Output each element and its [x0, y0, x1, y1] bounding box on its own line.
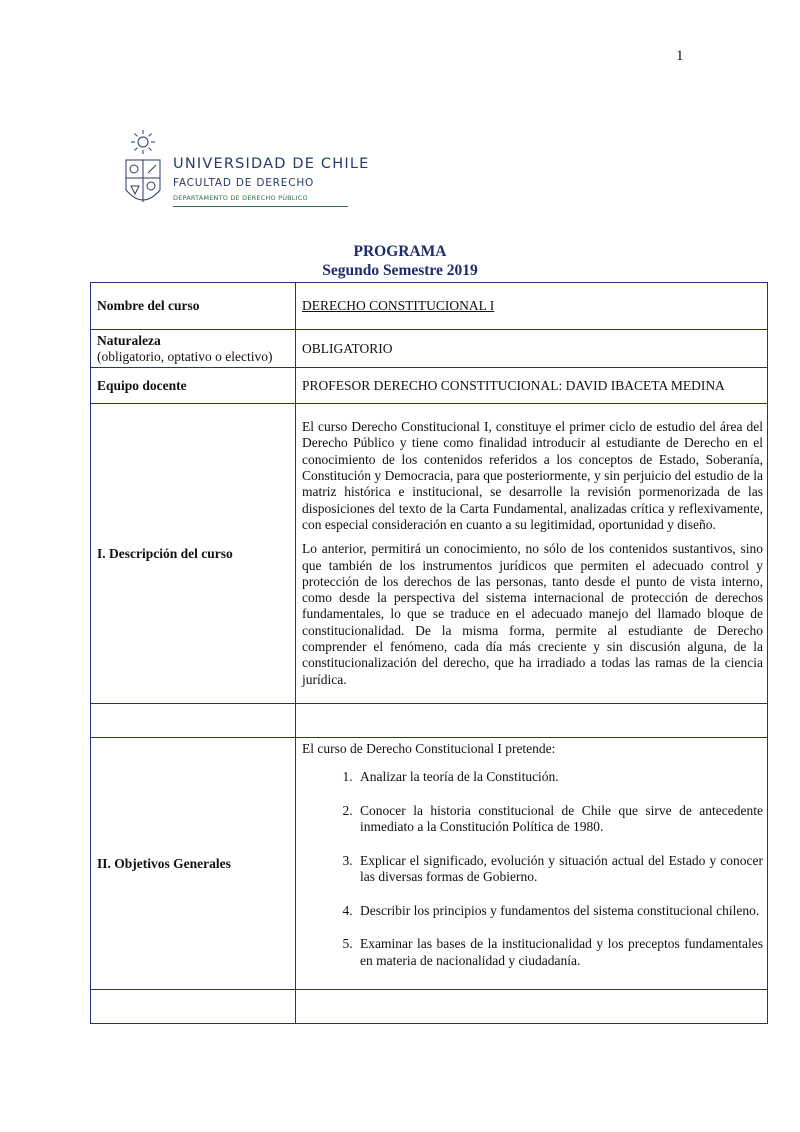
label-naturaleza-title: Naturaleza [97, 332, 161, 348]
empty-cell [296, 990, 768, 1024]
value-equipo: PROFESOR DERECHO CONSTITUCIONAL: DAVID IBACETA MEDINA [296, 368, 768, 404]
label-equipo: Equipo docente [91, 368, 296, 404]
document-title: PROGRAMA [353, 243, 447, 260]
row-empty-1 [91, 704, 768, 738]
objetivos-intro: El curso de Derecho Constitucional I pretende: [302, 741, 556, 756]
descripcion-paragraph-1: El curso Derecho Constitucional I, constituye el primer ciclo de estudio del área del Derecho Público y tiene como finalidad introducir al estudiante de Derecho en el conocimiento de los contenidos referidos a los conceptos de Estado, Soberanía, Constitución y Democracia, para que posteriormente, y sin perjuicio del estudio de la matriz histórica e institucional, se desarrolle la revisión pormenorizada de las disposiciones del texto de la Carta Fundamental, analizadas crítica y reflexivamente, con especial consideración en cuanto a su legitimidad, oportunidad y diseño. [302, 419, 763, 532]
value-nombre [296, 283, 768, 330]
faculty-name: FACULTAD DE DERECHO [173, 177, 315, 189]
label-naturaleza [91, 330, 296, 368]
label-nombre: Nombre del curso [91, 283, 296, 330]
value-descripcion [296, 404, 768, 704]
value-objetivos [296, 738, 768, 990]
objetivo-item: 5. Examinar las bases de la institucionalidad y los preceptos fundamentales en materia de nacionalidad y ciudadanía. [356, 936, 763, 969]
objetivo-item: 1. Analizar la teoría de la Constitución. [356, 769, 763, 786]
department-name: DEPARTAMENTO DE DERECHO PÚBLICO [173, 194, 308, 202]
descripcion-paragraph-2: Lo anterior, permitirá un conocimiento, no sólo de los contenidos sustantivos, sino que también de los instrumentos jurídicos que permiten el adecuado control y protección de los derechos de las personas, tanto desde el punto de vista interno, como desde la perspectiva del sistema internacional de protección de derechos fundamentales, lo que se traduce en el adecuado manejo del llamado bloque de constitucionalidad. De la misma forma, permite al estudiante de Derecho comprender el fenómeno, cada día más creciente y sin discusión alguna, de la constitucionalización del derecho, que ha irradiado a todas las ramas de la ciencia jurídica. [302, 541, 763, 687]
row-equipo [91, 368, 768, 404]
empty-cell [296, 704, 768, 738]
logo-rule [173, 206, 348, 207]
objetivo-item: 4. Describir los principios y fundamentos del sistema constitucional chileno. [356, 903, 763, 920]
objetivo-item: 2. Conocer la historia constitucional de Chile que sirve de antecedente inmediato a la Constitución Política de 1980. [356, 803, 763, 836]
label-descripcion: I. Descripción del curso [91, 404, 296, 704]
label-naturaleza-sub: (obligatorio, optativo o electivo) [97, 348, 273, 364]
row-nombre [91, 283, 768, 330]
objetivo-item: 3. Explicar el significado, evolución y situación actual del Estado y conocer las diversas formas de Gobierno. [356, 853, 763, 886]
empty-cell [91, 704, 296, 738]
university-name: UNIVERSIDAD DE CHILE [173, 156, 370, 172]
empty-cell [91, 990, 296, 1024]
row-objetivos [91, 738, 768, 990]
coat-of-arms-icon [118, 128, 168, 214]
course-name: DERECHO CONSTITUCIONAL I [302, 298, 495, 313]
label-objetivos: II. Objetivos Generales [91, 738, 296, 990]
document-subtitle: Segundo Semestre 2019 [322, 262, 478, 279]
row-descripcion [91, 404, 768, 704]
row-empty-2 [91, 990, 768, 1024]
university-logo [118, 128, 368, 214]
page-number: 1 [676, 48, 684, 64]
objetivos-list [302, 769, 763, 969]
value-naturaleza: OBLIGATORIO [296, 330, 768, 368]
row-naturaleza [91, 330, 768, 368]
program-table [90, 282, 768, 1024]
